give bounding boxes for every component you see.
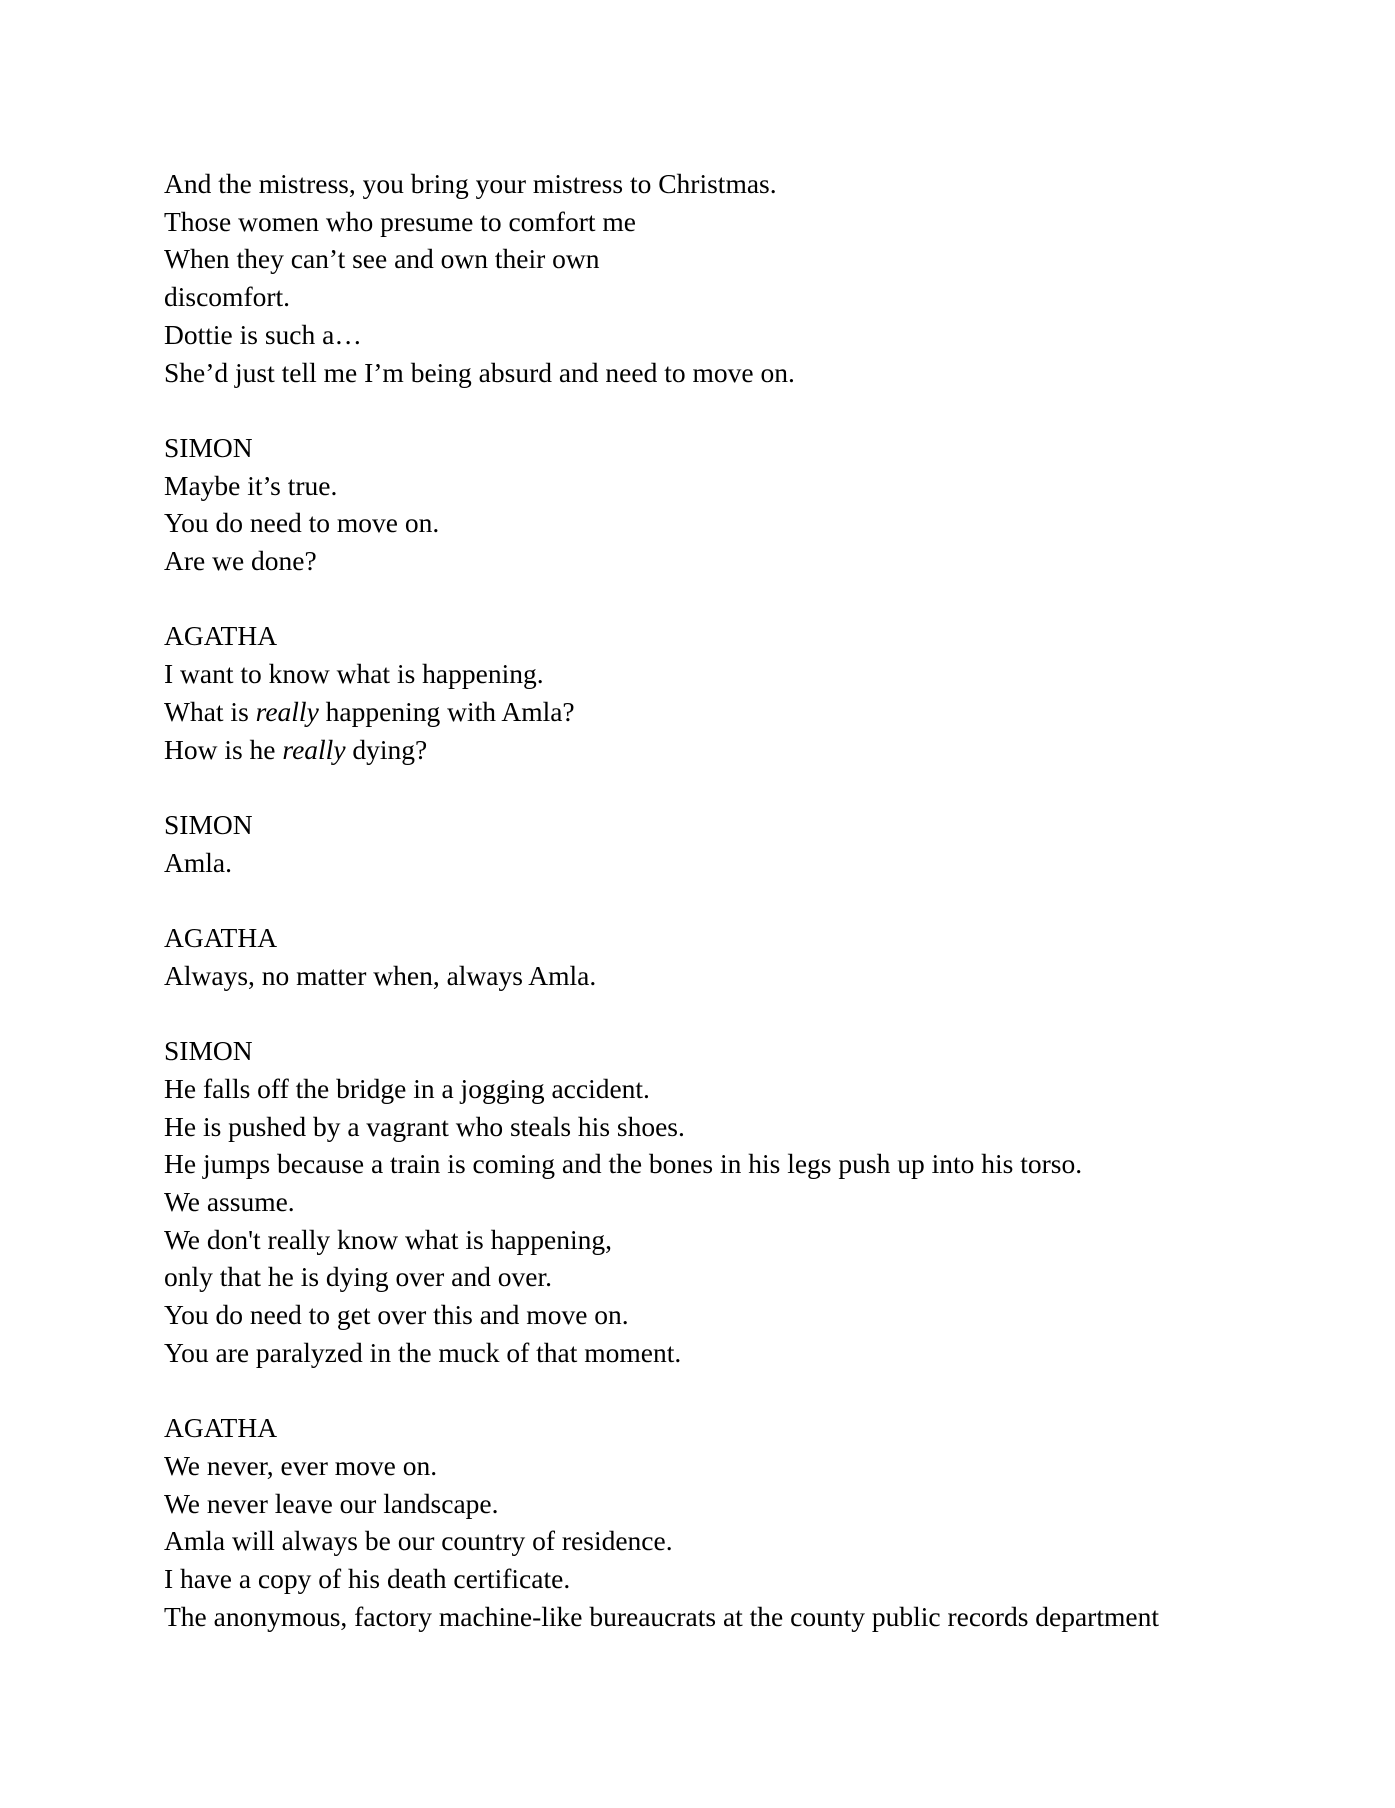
dialogue-block	[164, 165, 1325, 391]
text-segment: You do need to get over this and move on.	[164, 1299, 629, 1331]
dialogue-line	[164, 1522, 1325, 1560]
text-segment: We never, ever move on.	[164, 1449, 438, 1481]
dialogue-line	[164, 165, 1325, 203]
text-segment: Dottie is such a…	[164, 318, 362, 350]
dialogue-line	[164, 316, 1325, 354]
dialogue-line	[164, 844, 1325, 882]
dialogue-block	[164, 1409, 1325, 1635]
text-segment: What is	[164, 695, 256, 727]
speaker-name: AGATHA	[164, 620, 278, 652]
text-segment: dying?	[345, 733, 428, 765]
dialogue-line	[164, 240, 1325, 278]
dialogue-line	[164, 504, 1325, 542]
text-segment: Amla.	[164, 846, 232, 878]
dialogue-line	[164, 278, 1325, 316]
dialogue-line	[164, 1070, 1325, 1108]
text-segment: And the mistress, you bring your mistress to Christmas.	[164, 168, 777, 199]
text-segment: Amla will always be our country of residence.	[164, 1525, 673, 1557]
text-segment: Maybe it’s true.	[164, 469, 338, 501]
italic-text-segment: really	[282, 733, 346, 765]
text-segment: I want to know what is happening.	[164, 658, 544, 690]
dialogue-block	[164, 919, 1325, 994]
dialogue-line	[164, 1145, 1325, 1183]
text-segment: He is pushed by a vagrant who steals his shoes.	[164, 1110, 685, 1142]
speaker-name: AGATHA	[164, 922, 278, 953]
text-segment: How is he	[164, 733, 283, 765]
dialogue-line	[164, 957, 1325, 995]
dialogue-line	[164, 731, 1325, 769]
text-segment: The anonymous, factory machine-like bureaucrats at the county public records department	[164, 1600, 1159, 1632]
dialogue-line	[164, 1598, 1325, 1636]
dialogue-line	[164, 1221, 1325, 1259]
text-segment: We assume.	[164, 1185, 295, 1217]
text-segment: Those women who presume to comfort me	[164, 205, 636, 237]
text-segment: We don't really know what is happening,	[164, 1223, 612, 1255]
dialogue-line	[164, 1183, 1325, 1221]
dialogue-block	[164, 1032, 1325, 1371]
dialogue-block	[164, 617, 1325, 768]
script-text-area	[164, 165, 1325, 1635]
dialogue-block	[164, 806, 1325, 881]
speaker-name: SIMON	[164, 808, 253, 840]
speaker-name: SIMON	[164, 1035, 253, 1067]
text-segment: You do need to move on.	[164, 507, 440, 539]
speaker-name: SIMON	[164, 431, 253, 463]
dialogue-line	[164, 203, 1325, 241]
text-segment: He falls off the bridge in a jogging accident.	[164, 1072, 650, 1104]
italic-text-segment: really	[255, 695, 319, 727]
dialogue-line	[164, 1296, 1325, 1334]
dialogue-line	[164, 1560, 1325, 1598]
dialogue-line	[164, 1447, 1325, 1485]
dialogue-line	[164, 1334, 1325, 1372]
text-segment: We never leave our landscape.	[164, 1487, 499, 1519]
dialogue-line	[164, 1485, 1325, 1523]
text-segment: Are we done?	[164, 545, 317, 577]
dialogue-line	[164, 1108, 1325, 1146]
text-segment: I have a copy of his death certificate.	[164, 1562, 571, 1594]
text-segment: discomfort.	[164, 281, 291, 313]
text-segment: He jumps because a train is coming and the bones in his legs push up into his torso.	[164, 1148, 1083, 1180]
text-segment: When they can’t see and own their own	[164, 243, 600, 275]
dialogue-line	[164, 693, 1325, 731]
dialogue-line	[164, 354, 1325, 392]
text-segment: only that he is dying over and over.	[164, 1261, 552, 1293]
dialogue-line	[164, 1258, 1325, 1296]
text-segment: She’d just tell me I’m being absurd and need to move on.	[164, 356, 795, 388]
speaker-name: AGATHA	[164, 1412, 278, 1444]
text-segment: You are paralyzed in the muck of that moment.	[164, 1336, 682, 1368]
dialogue-line	[164, 655, 1325, 693]
text-segment: happening with Amla?	[318, 695, 575, 727]
text-segment: Always, no matter when, always Amla.	[164, 959, 597, 991]
dialogue-line	[164, 467, 1325, 505]
dialogue-line	[164, 542, 1325, 580]
dialogue-block	[164, 429, 1325, 580]
